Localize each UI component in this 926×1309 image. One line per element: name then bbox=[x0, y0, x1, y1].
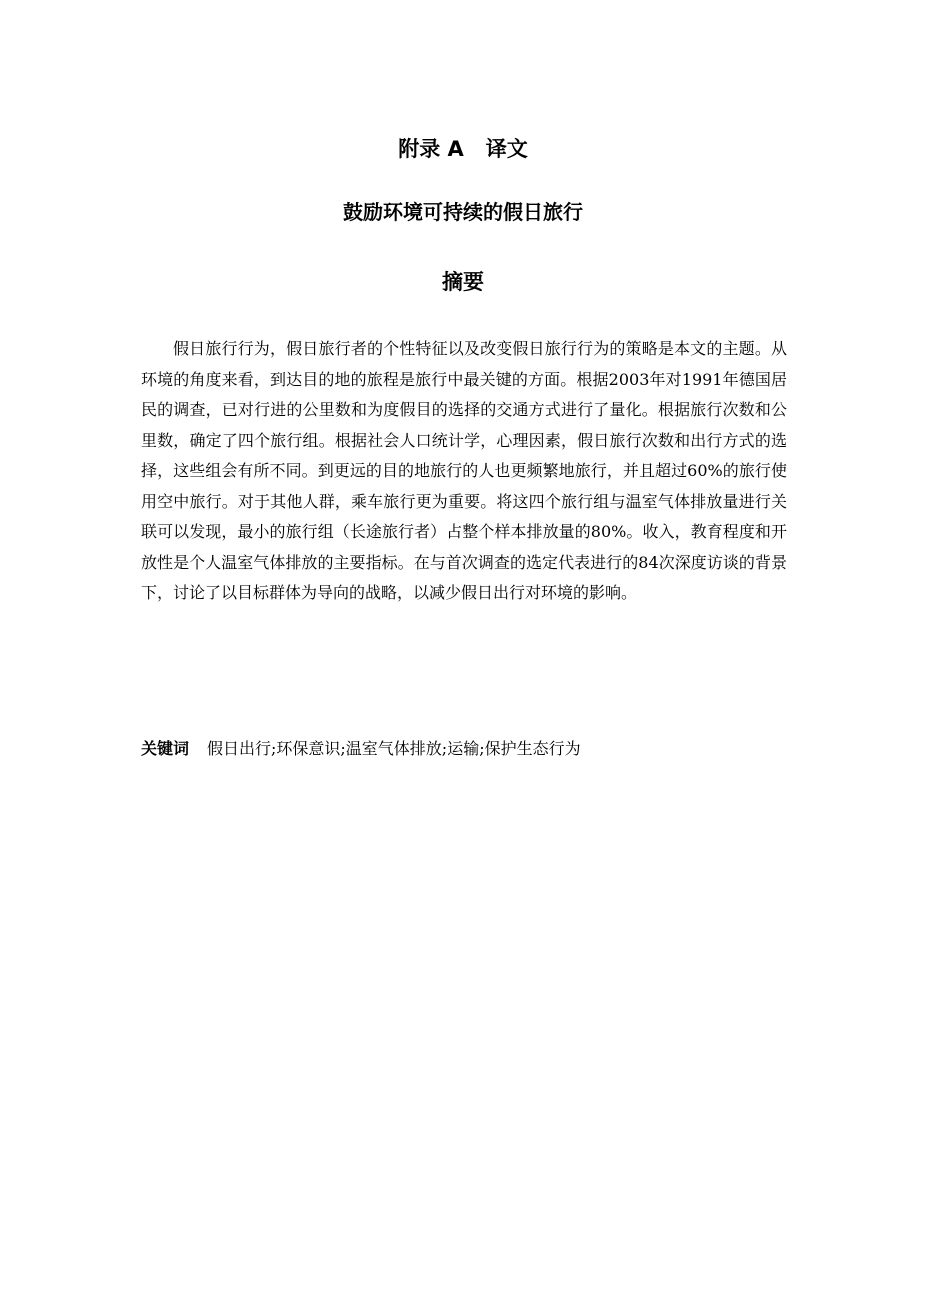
keywords-line bbox=[141, 734, 787, 764]
abstract-heading: 摘要 bbox=[442, 270, 484, 294]
keywords-label: 关键词 bbox=[141, 739, 190, 758]
keywords-text: 假日出行;环保意识;温室气体排放;运输;保护生态行为 bbox=[207, 739, 581, 758]
paper-title: 鼓励环境可持续的假日旅行 bbox=[343, 200, 583, 224]
appendix-title: 附录 A 译文 bbox=[398, 137, 528, 161]
abstract-body: 假日旅行行为，假日旅行者的个性特征以及改变假日旅行行为的策略是本文的主题。从环境的角度来看，到达目的地的旅程是旅行中最关键的方面。根据2003年对1991年德国居民的调查，已对行进的公里数和为度假目的选择的交通方式进行了量化。根据旅行次数和公里数，确定了四个旅行组。根据社会人口统计学，心理因素，假日旅行次数和出行方式的选择，这些组会有所不同。到更远的目的地旅行的人也更频繁地旅行，并且超过60%的旅行使用空中旅行。对于其他人群，乘车旅行更为重要。将这四个旅行组与温室气体排放量进行关联可以发现，最小的旅行组（长途旅行者）占整个样本排放量的80%。收入，教育程度和开放性是个人温室气体排放的主要指标。在与首次调查的选定代表进行的84次深度访谈的背景下，讨论了以目标群体为导向的战略，以减少假日出行对环境的影响。 bbox=[141, 339, 787, 602]
